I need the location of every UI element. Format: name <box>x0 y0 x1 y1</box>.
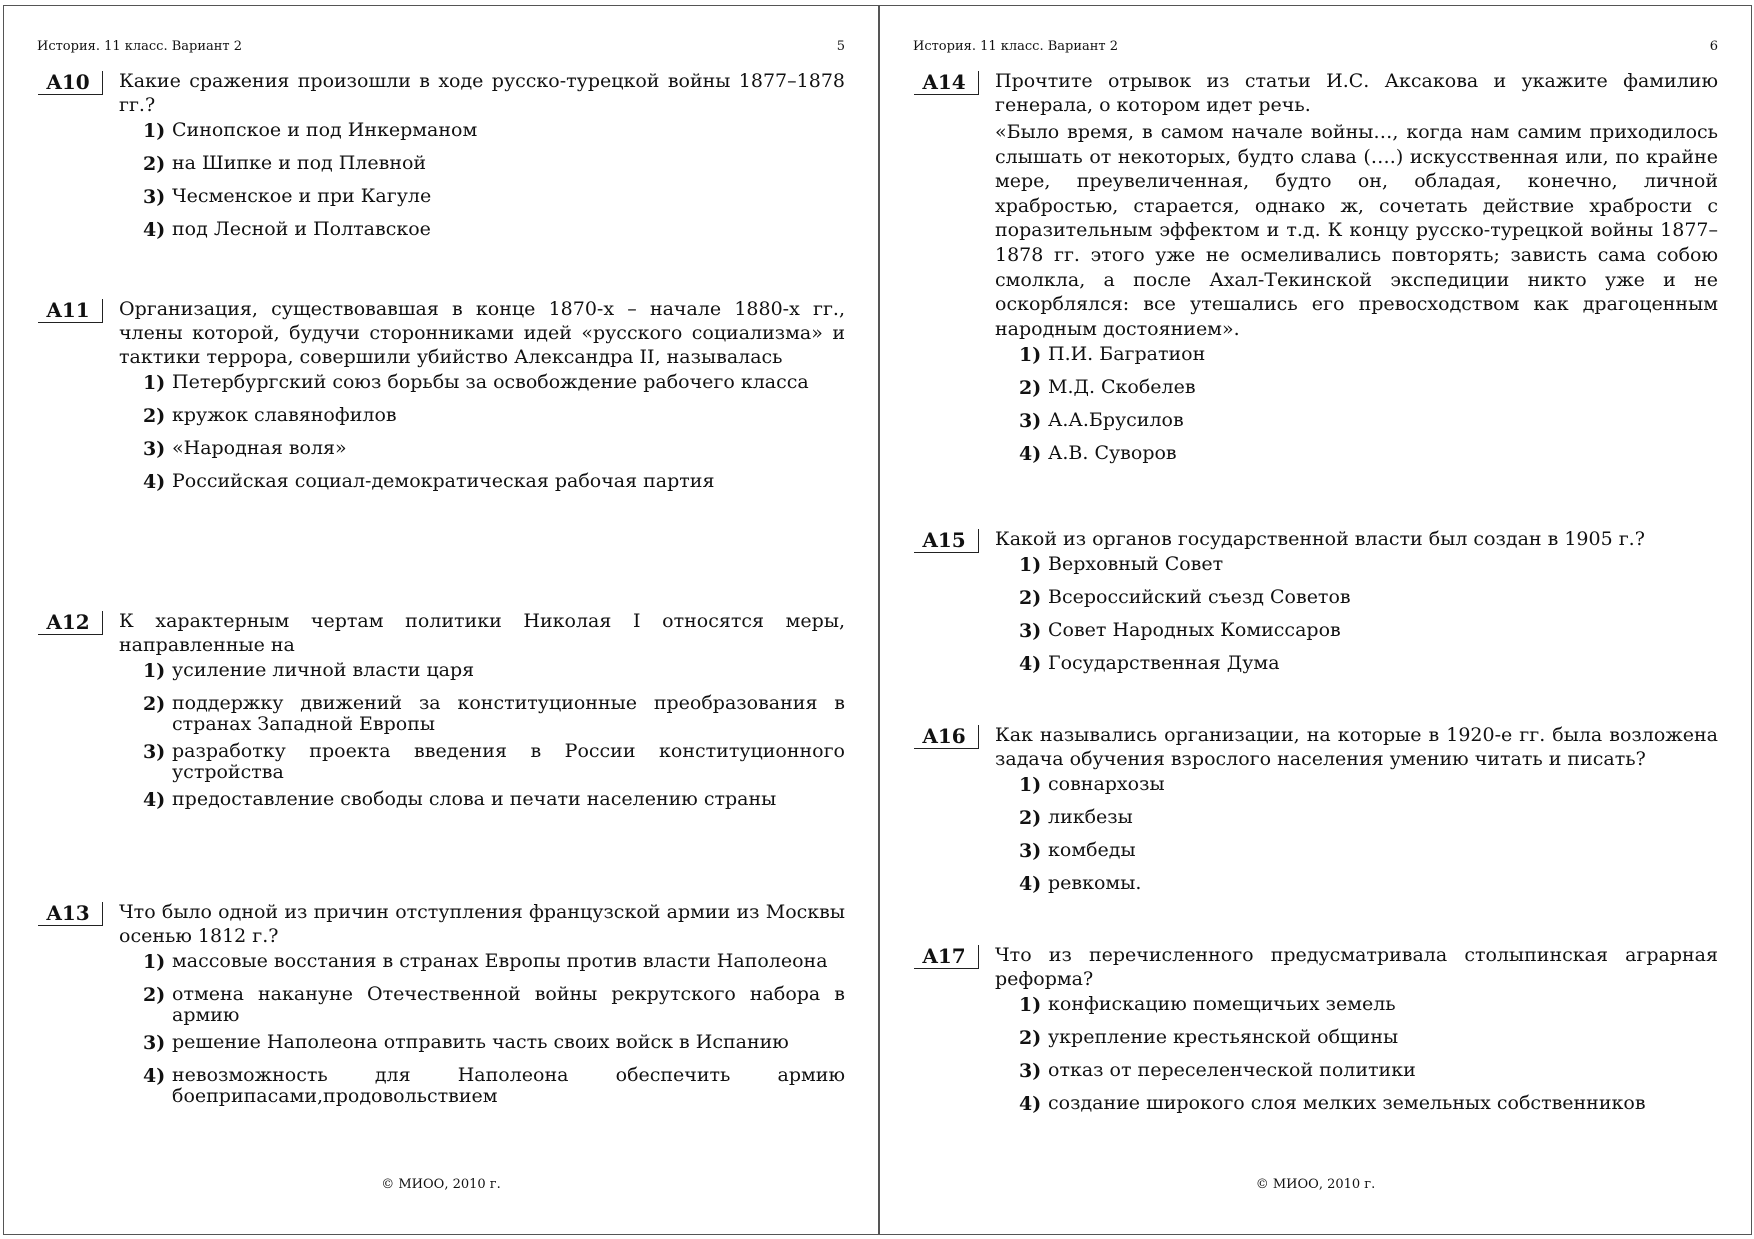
answer-option <box>143 1065 845 1107</box>
answer-options <box>914 994 1718 1115</box>
option-text: ревкомы. <box>1048 872 1142 894</box>
option-number: 1) <box>1019 344 1042 367</box>
option-number: 3) <box>143 741 166 763</box>
option-text: под Лесной и Полтавское <box>172 218 431 240</box>
answer-option <box>1019 344 1718 366</box>
answer-option <box>143 660 845 682</box>
answer-option <box>143 789 845 811</box>
answer-option <box>1019 443 1718 465</box>
answer-options <box>914 344 1718 465</box>
option-text: предоставление свободы слова и печати населению страны <box>172 788 777 810</box>
option-text: П.И. Багратион <box>1048 343 1206 366</box>
option-text: поддержку движений за конституционные преобразования в странах Западной Европы <box>172 692 845 735</box>
option-number: 2) <box>1019 1027 1042 1049</box>
option-number: 2) <box>143 693 166 715</box>
option-text: Российская социал-демократическая рабочая партия <box>172 470 715 492</box>
option-number: 3) <box>143 186 166 208</box>
option-text: невозможность для Наполеона обеспечить армию боеприпасами,продовольствием <box>172 1064 845 1107</box>
option-number: 1) <box>143 951 166 973</box>
option-number: 2) <box>1019 587 1042 609</box>
answer-option <box>143 693 845 735</box>
question-number: A13 <box>38 902 103 926</box>
question-text: Как назывались организации, на которые в 1920-е гг. была возложена задача обучения взрослого населения умению читать и писать? <box>995 724 1718 770</box>
answer-option <box>1019 1027 1718 1049</box>
option-text: на Шипке и под Плевной <box>172 152 427 174</box>
question-number: A17 <box>914 945 979 969</box>
page-footer: © МИОО, 2010 г. <box>381 1177 501 1192</box>
option-text: Чесменское и при Кагуле <box>172 185 432 207</box>
running-header <box>913 39 1718 54</box>
answer-option <box>1019 377 1718 399</box>
option-number: 4) <box>143 1065 166 1087</box>
answer-options <box>38 951 845 1107</box>
option-number: 2) <box>1019 377 1042 400</box>
option-number: 2) <box>143 405 166 427</box>
question-text: Организация, существовавшая в конце 1870-х – начале 1880-х гг., члены которой, будучи сторонниками идей «русского социализма» и тактики террора, совершили убийство Александра II, называлась <box>119 298 845 368</box>
question-a15 <box>914 527 1718 686</box>
option-text: Государственная Дума <box>1048 652 1280 674</box>
option-text: разработку проекта введения в России конституционного устройства <box>172 740 845 783</box>
option-number: 1) <box>143 120 166 142</box>
answer-options <box>914 554 1718 675</box>
answer-option <box>1019 994 1718 1016</box>
question-text: Какой из органов государственной власти был создан в 1905 г.? <box>995 528 1645 550</box>
answer-option <box>143 153 845 175</box>
option-text: усиление личной власти царя <box>172 659 475 681</box>
answer-option <box>143 471 845 493</box>
option-text: Верховный Совет <box>1048 553 1224 575</box>
answer-option <box>143 120 845 142</box>
option-text: Всероссийский съезд Советов <box>1048 586 1351 608</box>
option-text: отказ от переселенческой политики <box>1048 1059 1416 1081</box>
answer-options <box>38 372 845 493</box>
option-text: совнархозы <box>1048 773 1165 795</box>
option-text: комбеды <box>1048 839 1136 861</box>
question-a16 <box>914 723 1718 906</box>
question-number: A16 <box>914 725 979 749</box>
question-a11 <box>38 297 845 504</box>
answer-option <box>143 951 845 973</box>
question-number: A11 <box>38 299 103 323</box>
answer-option <box>143 186 845 208</box>
answer-option <box>143 372 845 394</box>
question-text: Какие сражения произошли в ходе русско-турецкой войны 1877–1878 гг.? <box>119 70 845 116</box>
option-text: конфискацию помещичьих земель <box>1048 993 1396 1015</box>
page-number: 5 <box>836 39 845 54</box>
source-quote: «Было время, в самом начале войны…, когда нам самим приходилось слышать от некоторых, будто слава (….) искусственная или, по крайне мере, преувеличенная, будто он, обладая, конечно, личной храбростью, старается, однако ж, сочетать действие храбрости с поразительным эффектом и т.д. К концу русско-турецкой войны 1877–1878 гг. этого уже не осмеливались повторять; зависть сама собою смолкла, а после Ахал-Текинской экспедиции никто уже и не оскорблялся: все утешались его превосходством как драгоценным народным достоянием». <box>995 121 1718 340</box>
answer-option <box>1019 620 1718 642</box>
option-text: кружок славянофилов <box>172 404 397 426</box>
question-number: A15 <box>914 529 979 553</box>
answer-option <box>1019 840 1718 862</box>
option-number: 3) <box>143 438 166 460</box>
option-text: создание широкого слоя мелких земельных собственников <box>1048 1092 1646 1114</box>
answer-option <box>143 219 845 241</box>
question-number: A14 <box>914 71 979 95</box>
answer-options <box>38 660 845 811</box>
page-number: 6 <box>1709 39 1718 54</box>
option-number: 3) <box>1019 1060 1042 1082</box>
left-page <box>3 5 879 1235</box>
answer-option <box>1019 774 1718 796</box>
answer-option <box>1019 653 1718 675</box>
question-a10 <box>38 69 845 252</box>
option-text: укрепление крестьянской общины <box>1048 1026 1399 1048</box>
option-number: 3) <box>1019 620 1042 642</box>
option-text: массовые восстания в странах Европы против власти Наполеона <box>172 950 828 972</box>
answer-option <box>1019 873 1718 895</box>
option-text: «Народная воля» <box>172 437 347 459</box>
question-a17 <box>914 943 1718 1126</box>
question-number: A12 <box>38 611 103 635</box>
option-number: 2) <box>143 984 166 1006</box>
right-page <box>879 5 1752 1235</box>
option-number: 3) <box>1019 840 1042 862</box>
answer-option <box>1019 1093 1718 1115</box>
option-number: 4) <box>1019 443 1042 466</box>
option-text: ликбезы <box>1048 806 1133 828</box>
option-text: решение Наполеона отправить часть своих войск в Испанию <box>172 1031 789 1053</box>
option-number: 4) <box>143 219 166 241</box>
option-number: 4) <box>1019 1093 1042 1115</box>
option-number: 1) <box>1019 994 1042 1016</box>
question-text: Что из перечисленного предусматривала столыпинская аграрная реформа? <box>995 944 1718 990</box>
option-number: 1) <box>143 660 166 682</box>
option-number: 4) <box>1019 873 1042 895</box>
answer-option <box>1019 1060 1718 1082</box>
question-text: Что было одной из причин отступления французской армии из Москвы осенью 1812 г.? <box>119 901 845 947</box>
option-number: 2) <box>1019 807 1042 829</box>
option-number: 4) <box>143 789 166 811</box>
answer-option <box>1019 410 1718 432</box>
page-footer: © МИОО, 2010 г. <box>1255 1177 1376 1192</box>
option-text: Синопское и под Инкерманом <box>172 119 478 141</box>
question-a13 <box>38 900 845 1113</box>
running-header <box>37 39 845 54</box>
option-text: А.А.Брусилов <box>1048 409 1184 432</box>
answer-option <box>143 741 845 783</box>
option-number: 1) <box>143 372 166 394</box>
answer-option <box>143 1032 845 1054</box>
option-text: Совет Народных Комиссаров <box>1048 619 1341 641</box>
answer-options <box>914 774 1718 895</box>
answer-option <box>1019 554 1718 576</box>
answer-option <box>143 405 845 427</box>
option-text: Петербургский союз борьбы за освобождение рабочего класса <box>172 371 809 393</box>
answer-options <box>38 120 845 241</box>
option-text: отмена накануне Отечественной войны рекрутского набора в армию <box>172 983 845 1026</box>
question-a12 <box>38 609 845 822</box>
question-number: A10 <box>38 71 103 95</box>
question-a14 <box>914 69 1718 476</box>
option-number: 1) <box>1019 554 1042 576</box>
option-number: 4) <box>143 471 166 493</box>
option-number: 2) <box>143 153 166 175</box>
option-number: 1) <box>1019 774 1042 796</box>
option-text: М.Д. Скобелев <box>1048 376 1196 399</box>
option-number: 3) <box>143 1032 166 1054</box>
answer-option <box>143 438 845 460</box>
option-number: 4) <box>1019 653 1042 675</box>
answer-option <box>1019 807 1718 829</box>
answer-option <box>1019 587 1718 609</box>
question-text: Прочтите отрывок из статьи И.С. Аксакова и укажите фамилию генерала, о котором идет речь. <box>995 70 1718 116</box>
question-text: К характерным чертам политики Николая I относятся меры, направленные на <box>119 610 845 656</box>
answer-option <box>143 984 845 1026</box>
header-title: История. 11 класс. Вариант 2 <box>37 39 243 54</box>
header-title: История. 11 класс. Вариант 2 <box>913 39 1119 54</box>
option-text: А.В. Суворов <box>1048 442 1177 465</box>
option-number: 3) <box>1019 410 1042 433</box>
